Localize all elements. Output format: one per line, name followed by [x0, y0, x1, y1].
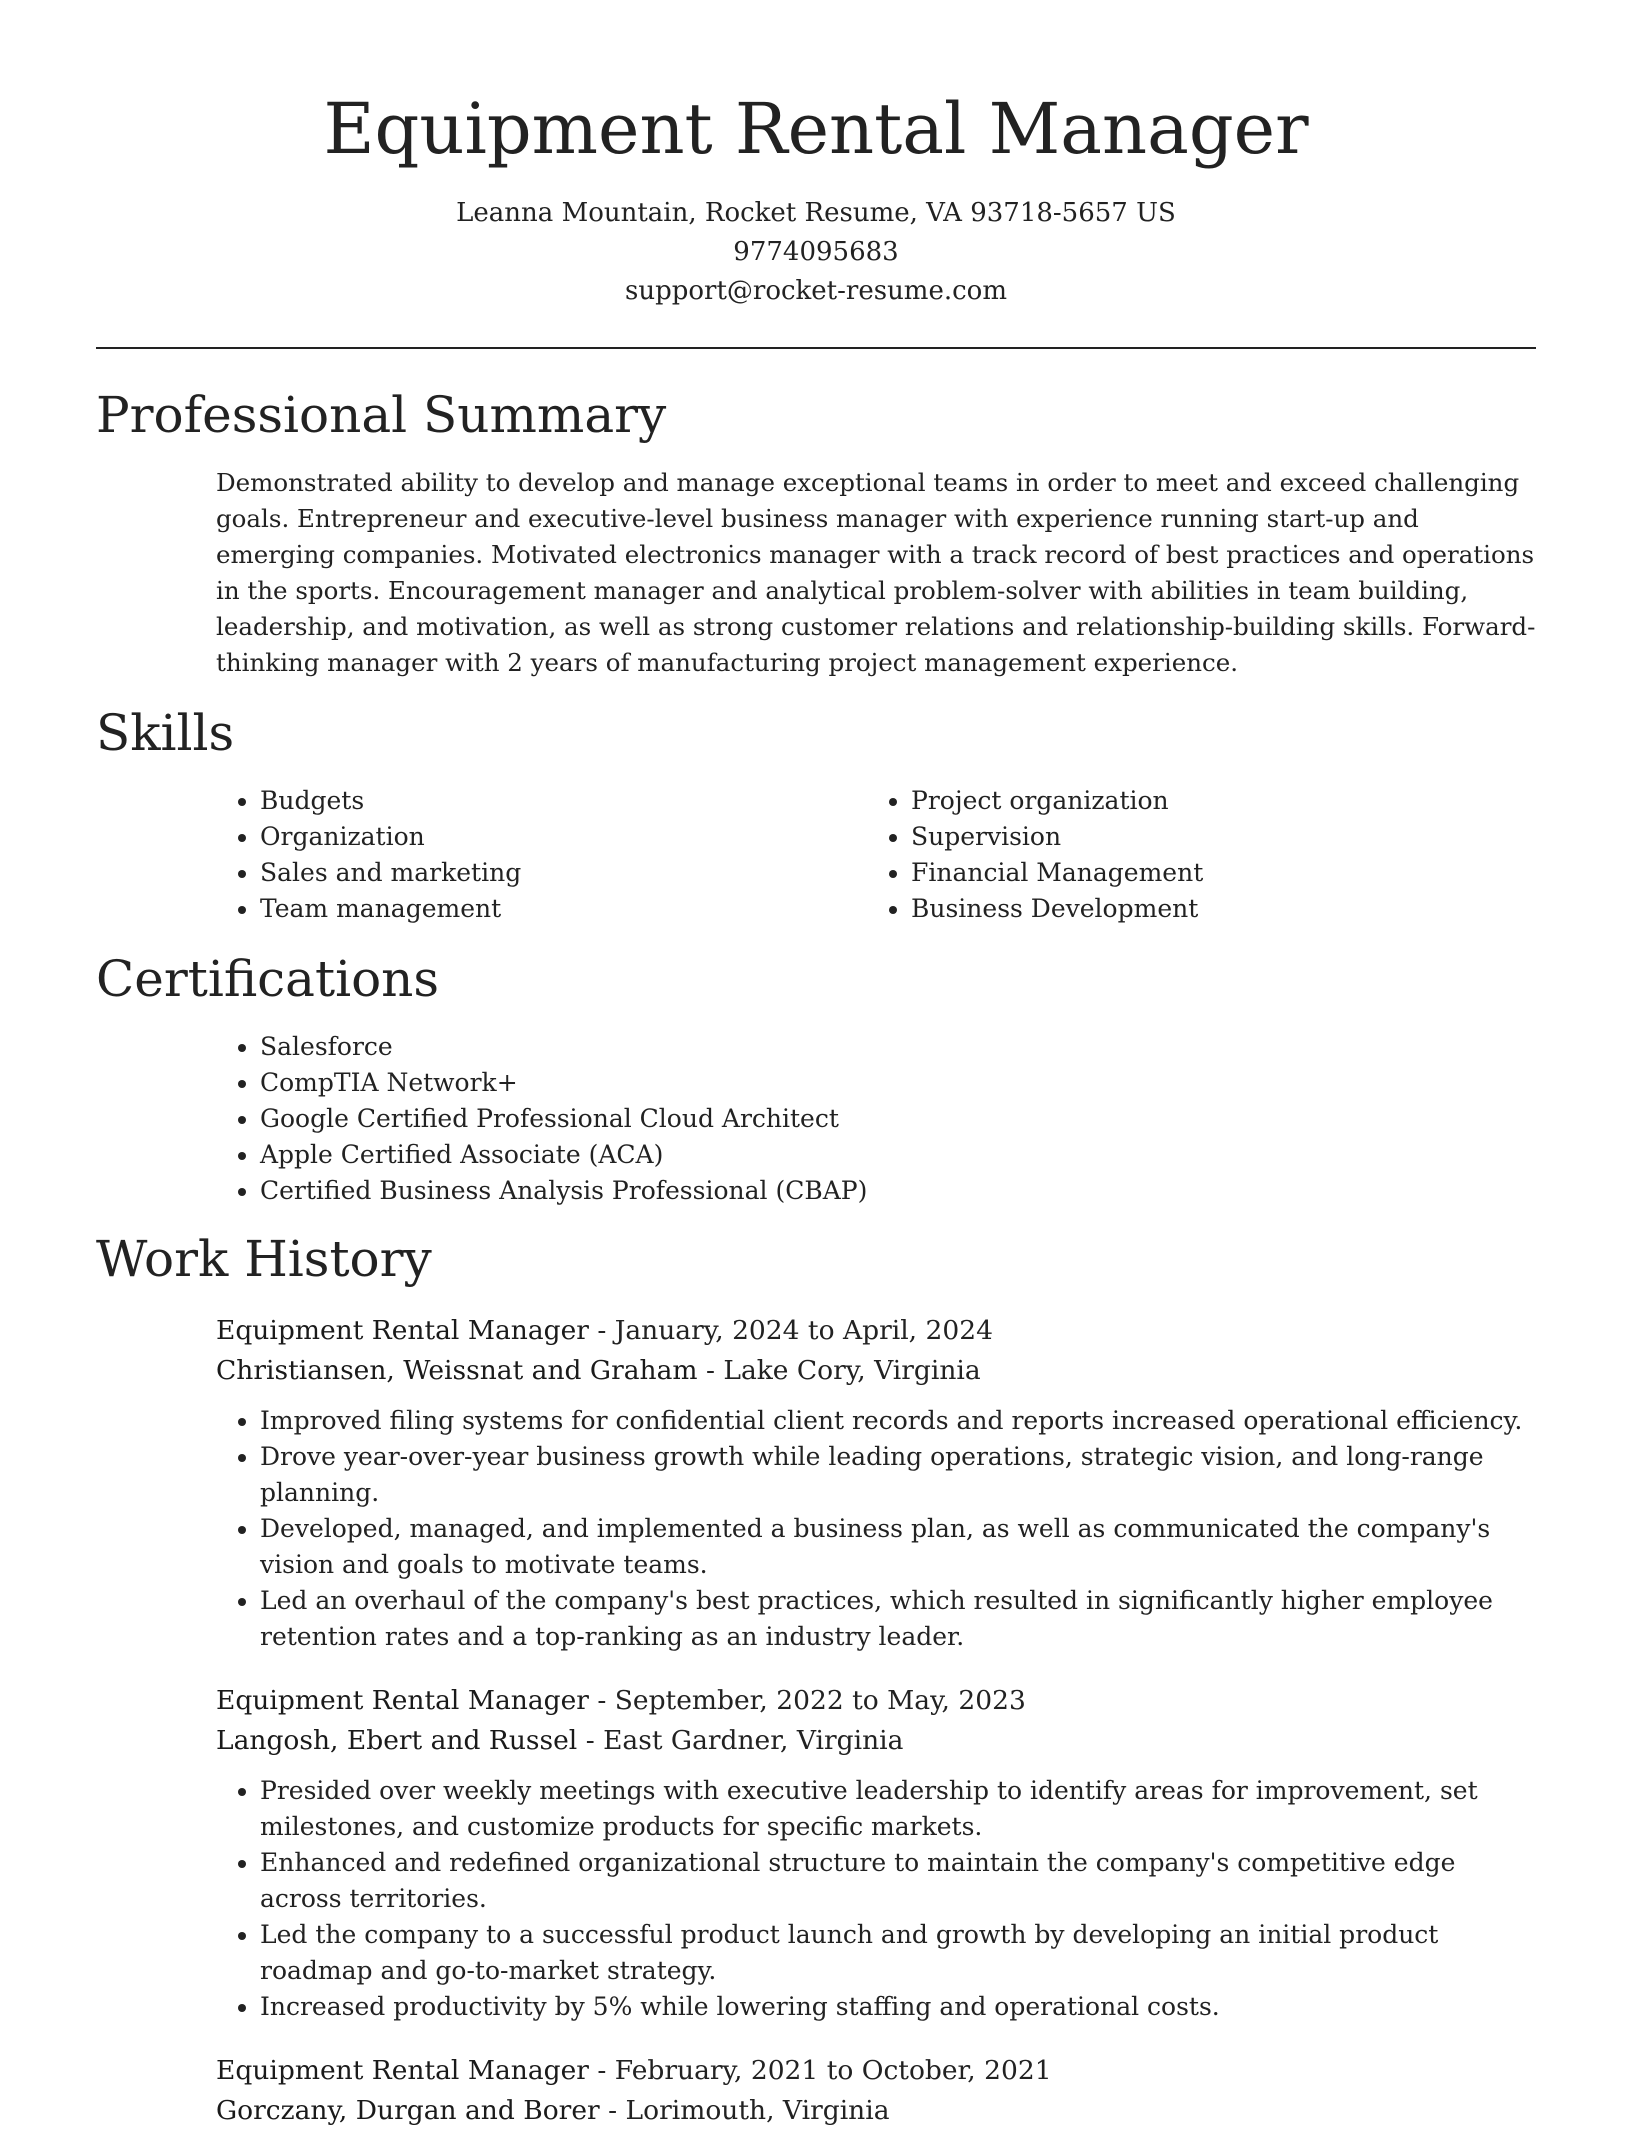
job-company-line: [216, 1351, 1536, 1391]
job-location: Lorimouth, Virginia: [625, 2095, 890, 2126]
job-bullet: • Led the company to a successful product launch and growth by developing an initial product roadmap and go-to-market strategy.: [260, 1917, 1536, 1989]
certification-item: • Salesforce: [260, 1029, 1536, 1065]
job-bullet: • Enhanced and redefined organizational structure to maintain the company's competitive edge across territories.: [260, 1845, 1536, 1917]
job-separator: -: [599, 2095, 626, 2126]
contact-email: support@rocket-resume.com: [624, 276, 1007, 306]
job-location: East Gardner, Virginia: [603, 1725, 904, 1756]
job-bullet: • Drove year-over-year business growth while leading operations, strategic vision, and long-range planning.: [260, 1439, 1536, 1511]
skill-item: • Sales and marketing: [260, 855, 867, 891]
skills-column-left: [216, 783, 867, 927]
job-company: Gorczany, Durgan and Borer: [216, 2095, 600, 2126]
skills-column-right: [867, 783, 1518, 927]
certifications-section: [96, 949, 1536, 1209]
job-title-line: [216, 2051, 1536, 2091]
job-separator: -: [577, 1725, 604, 1756]
skills-list-right: [867, 783, 1518, 927]
job-company-line: [216, 1721, 1536, 1761]
job-entry: [216, 1311, 1536, 1655]
job-dates: September, 2022 to May, 2023: [614, 1685, 1026, 1716]
certifications-list: [216, 1029, 1536, 1209]
skill-item: • Project organization: [911, 783, 1518, 819]
skills-list-left: [216, 783, 867, 927]
skill-item: • Team management: [260, 891, 867, 927]
job-bullet: • Developed, managed, and implemented a business plan, as well as communicated the company's vision and goals to motivate teams.: [260, 1511, 1536, 1583]
resume-header: [0, 0, 1632, 311]
job-company: Christiansen, Weissnat and Graham: [216, 1355, 698, 1386]
certification-item: • Apple Certified Associate (ACA): [260, 1137, 1536, 1173]
job-role: Equipment Rental Manager: [216, 1685, 589, 1716]
job-title-line: [216, 1311, 1536, 1351]
summary-title: Professional Summary: [96, 386, 667, 444]
certification-item: • Certified Business Analysis Professional (CBAP): [260, 1173, 1536, 1209]
job-separator: -: [588, 1685, 615, 1716]
job-bullets: [216, 1773, 1536, 2025]
contact-phone: 9774095683: [733, 237, 899, 267]
job-company: Langosh, Ebert and Russel: [216, 1725, 578, 1756]
job-title-line: [216, 1681, 1536, 1721]
summary-section: [96, 385, 1536, 681]
contact-block: [0, 194, 1632, 311]
skills-title: Skills: [96, 704, 235, 762]
header-divider: [96, 347, 1536, 349]
job-company-line: [216, 2091, 1536, 2131]
skill-item: • Supervision: [911, 819, 1518, 855]
skill-item: • Budgets: [260, 783, 867, 819]
skill-item: • Financial Management: [911, 855, 1518, 891]
contact-address: Leanna Mountain, Rocket Resume, VA 93718-5657 US: [456, 198, 1176, 228]
job-separator: -: [697, 1355, 724, 1386]
job-bullet: • Led an overhaul of the company's best practices, which resulted in significantly higher employee retention rates and a top-ranking as an industry leader.: [260, 1583, 1536, 1655]
job-bullet: • Improved filing systems for confidential client records and reports increased operational efficiency.: [260, 1403, 1536, 1439]
skills-section: [96, 703, 1536, 927]
resume-name: Equipment Rental Manager: [323, 88, 1309, 170]
certifications-title: Certifications: [96, 950, 440, 1008]
job-bullets: [216, 1403, 1536, 1655]
work-history-section: [96, 1229, 1536, 2131]
job-dates: February, 2021 to October, 2021: [614, 2055, 1052, 2086]
job-separator: -: [588, 1315, 615, 1346]
skills-grid: [216, 783, 1536, 927]
job-bullet: • Presided over weekly meetings with executive leadership to identify areas for improvement, set milestones, and customize products for specific markets.: [260, 1773, 1536, 1845]
job-role: Equipment Rental Manager: [216, 1315, 589, 1346]
certification-item: • CompTIA Network+: [260, 1065, 1536, 1101]
job-dates: January, 2024 to April, 2024: [614, 1315, 993, 1346]
skill-item: • Business Development: [911, 891, 1518, 927]
job-entry: [216, 1681, 1536, 2025]
job-entry: [216, 2051, 1536, 2131]
job-separator: -: [588, 2055, 615, 2086]
certification-item: • Google Certified Professional Cloud Architect: [260, 1101, 1536, 1137]
job-role: Equipment Rental Manager: [216, 2055, 589, 2086]
work-history-title: Work History: [96, 1230, 432, 1288]
skill-item: • Organization: [260, 819, 867, 855]
job-bullet: • Increased productivity by 5% while lowering staffing and operational costs.: [260, 1989, 1536, 2025]
summary-text: Demonstrated ability to develop and manage exceptional teams in order to meet and exceed challenging goals. Entrepreneur and executive-level business manager with experience running start-up and emerging companies. Motivated electronics manager with a track record of best practices and operations in the sports. Encouragement manager and analytical problem-solver with abilities in team building, leadership, and motivation, as well as strong customer relations and relationship-building skills. Forward-thinking manager with 2 years of manufacturing project management experience.: [216, 468, 1536, 677]
job-location: Lake Cory, Virginia: [723, 1355, 981, 1386]
